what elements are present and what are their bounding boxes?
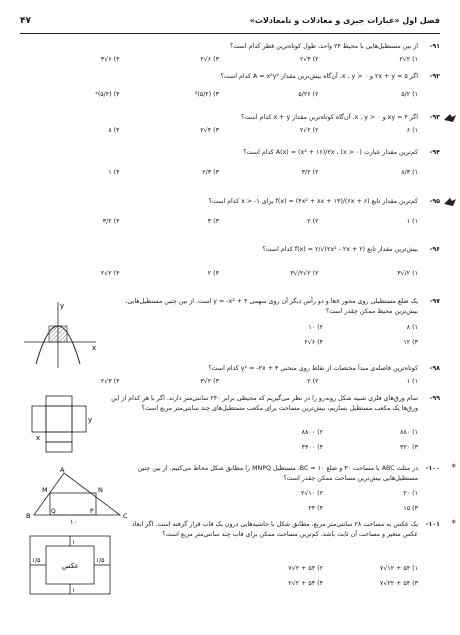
option-4[interactable]: ۴) ۲√۲	[100, 270, 120, 277]
x-axis-label: x	[92, 344, 97, 352]
triangle-figure	[20, 465, 136, 525]
question-text: اگر ۵ = ۲x + y و x , y > ۰، آن‌گاه بیش‌ترین مقدار A = x²y² کدام است؟	[220, 73, 418, 80]
options	[20, 90, 418, 100]
option-4[interactable]: ۴) ۳/۲	[102, 218, 120, 225]
vertex-a: A	[60, 466, 65, 474]
question-number: ۹۶-	[429, 246, 440, 253]
header-divider	[20, 33, 440, 34]
options	[228, 428, 418, 458]
base-length: ۱۰	[70, 518, 77, 525]
dimension-x-label: x	[36, 434, 41, 442]
question-text: اگر ۴ = xy و x , y > ۰، آن‌گاه کوتاه‌ترین مقدار x + y کدام است؟	[240, 114, 418, 121]
option-4[interactable]: ۴) ۶√۲	[304, 338, 323, 346]
option-1[interactable]: ۱) ۸/۳	[401, 169, 418, 176]
option-1[interactable]: ۱) ۲/√۳	[397, 270, 418, 277]
question-98	[20, 364, 440, 388]
option-1[interactable]: ۱) ۶	[406, 127, 418, 134]
question-number: ۹۲-	[429, 73, 440, 80]
question-number: ۹۷-	[429, 298, 440, 305]
option-3[interactable]: ۳) ۴√۲	[200, 127, 219, 134]
options	[228, 564, 418, 594]
question-91	[20, 42, 440, 68]
option-2[interactable]: ۲) ۳/۲	[301, 169, 319, 176]
options	[20, 168, 418, 178]
question-text: کم‌ترین مقدار عبارت A(x) = (x² + ۱۶)/۲x ، (x > ۰) کدام است؟	[243, 149, 418, 156]
photo-frame-figure	[28, 534, 112, 596]
option-4[interactable]: ۴) ۱	[108, 169, 120, 176]
options	[228, 323, 418, 353]
important-mark-icon	[443, 197, 457, 211]
question-number: ۹۵-	[429, 198, 440, 205]
options	[20, 55, 418, 65]
option-4[interactable]: ۴) ۳√۲	[100, 378, 120, 385]
option-2[interactable]: ۲) ۲	[307, 218, 319, 225]
dimension-y-label: y	[88, 416, 93, 424]
option-3[interactable]: ۳) ۳	[207, 218, 219, 225]
option-4[interactable]: ۴) (۵/۴)⁴	[95, 91, 120, 98]
option-1[interactable]: ۱) ۸۸۰	[399, 429, 418, 436]
question-93	[20, 113, 440, 139]
question-number: ۹۱-	[429, 43, 440, 50]
question-text: کوتاه‌ترین فاصله‌ی مبدأ مختصات از نقاط روی منحنی y² = -۲x + ۴ کدام است؟	[208, 365, 418, 372]
question-text: تمام ورق‌های فلزی شبیه شکل روبه‌رو را در نظر می‌گیریم که محیطی برابر ۲۴۰ سانتی‌متر دارند. اگر با هر کدام از این ورق‌ها یک مکعب مستطیل بسازیم، بیش‌ترین مساحت برای مکعب مستطیل‌های چند سانتی‌متر مربع است؟	[111, 395, 418, 412]
question-96	[20, 245, 440, 289]
star-icon: *	[451, 519, 456, 529]
option-3[interactable]: ۳) ۲√۳	[200, 378, 219, 385]
question-97	[100, 297, 440, 357]
option-1[interactable]: ۱) ۲۰	[403, 490, 418, 497]
option-3[interactable]: ۳) ۱۲	[403, 338, 418, 346]
options	[20, 217, 418, 227]
option-2[interactable]: ۲) ۱۰	[308, 324, 323, 331]
option-1[interactable]: ۱) ۸	[406, 324, 418, 331]
question-number: ۱۰۰-	[425, 465, 440, 472]
question-text: از بین مستطیل‌هایی با محیط ۲۴ واحد، طول کوتاه‌ترین قطر کدام است؟	[230, 43, 418, 50]
vertex-c: C	[123, 512, 128, 520]
question-text: کم‌ترین مقدار تابع f(x) = (۴x² + ۸x + ۱۳)/(۶x + ۶) برای x > -۱ کدام است؟	[208, 198, 418, 205]
option-3[interactable]: ۳) ۲/۳	[202, 169, 219, 176]
left-margin: ۱/۵	[32, 557, 41, 564]
question-text: یک عکس به مساحت ۲۸ سانتی‌متر مربع، مطابق شکل با حاشیه‌هایی درون یک قاب قرار گرفته است. اگر ابعاد عکس متغیر و مساحت آن ثابت باشد، کم‌ترین مساحت ممکن برای قاب چند سانتی‌متر مربع است؟	[131, 521, 418, 538]
box-net-figure	[26, 394, 96, 458]
options	[20, 269, 418, 279]
option-2[interactable]: ۲) ۵/۲۶	[298, 91, 319, 98]
important-mark-icon	[443, 113, 457, 127]
vertex-p: P	[90, 508, 94, 515]
option-4[interactable]: ۴) ۸	[108, 127, 120, 134]
right-margin: ۱/۵	[96, 557, 105, 564]
star-icon: *	[451, 463, 456, 473]
option-2[interactable]: ۲) ۳√۲	[299, 56, 319, 63]
option-4[interactable]: ۴) ۲۴	[308, 504, 323, 512]
vertex-b: B	[26, 512, 31, 520]
options	[228, 489, 418, 519]
question-text: یک ضلع مستطیلی روی محور xها و دو رأس دیگر آن روی سهمی y = -x² + ۴ است. از بین چنین مستطیل‌هایی، بیش‌ترین محیط ممکن چقدر است؟	[125, 298, 418, 315]
vertex-n: N	[98, 486, 103, 494]
page-header	[20, 16, 440, 30]
parabola-figure	[22, 298, 100, 370]
photo-label: عکس	[62, 562, 79, 570]
question-92	[20, 72, 440, 106]
question-number: ۹۳-	[429, 114, 440, 121]
option-3[interactable]: ۳) ۳۲۰	[399, 443, 418, 451]
option-3[interactable]: ۳) ۱۵	[403, 504, 418, 512]
option-2[interactable]: ۲) ۲√۲/√۳	[290, 270, 319, 277]
vertex-q: Q	[51, 508, 56, 515]
bottom-margin: ۱	[72, 587, 76, 594]
option-2[interactable]: ۲) ۲	[307, 378, 319, 385]
y-axis-label: y	[60, 302, 65, 310]
option-4[interactable]: ۴) ۶√۳	[100, 56, 120, 63]
option-3[interactable]: ۳) ۲	[207, 270, 219, 277]
option-3[interactable]: ۳) ۵۴ + ۲۲√۷	[379, 579, 418, 587]
vertex-m: M	[42, 486, 48, 494]
option-1[interactable]: ۱) ۱	[406, 378, 418, 385]
top-margin: ۱	[72, 539, 76, 546]
question-number: ۱۰۱-	[425, 521, 440, 528]
option-3[interactable]: ۳) (۵/۲)²	[194, 91, 219, 98]
question-number: ۹۸-	[429, 365, 440, 372]
option-2[interactable]: ۲) ۵۴ + ۲√۷	[288, 565, 323, 572]
option-3[interactable]: ۳) ۶√۲	[200, 56, 219, 63]
option-4[interactable]: ۴) ۵۴ + ۲√۲	[288, 579, 323, 587]
chapter-title: فصل اول «عبارات جبری و معادلات و نامعادلات»	[249, 16, 440, 25]
option-2[interactable]: ۲) ۲√۲	[299, 127, 319, 134]
option-1[interactable]: ۱) ۱	[406, 218, 418, 225]
option-4[interactable]: ۴) ۴۴۰۰	[301, 443, 323, 451]
option-1[interactable]: ۱) ۵/۲	[401, 91, 418, 98]
option-1[interactable]: ۱) ۲√۲	[399, 56, 418, 63]
options	[20, 377, 418, 387]
question-text: در مثلث ABC با مساحت ۳۰ و ضلع BC = ۱۰، مستطیل MNPQ را مطابق شکل محاط می‌کنیم. از بین چنین مستطیل‌هایی بیش‌ترین مساحت ممکن چقدر است؟	[137, 465, 418, 482]
option-1[interactable]: ۱) ۵۴ + ۱۲√۷	[379, 565, 418, 572]
option-2[interactable]: ۲) ۱۰√۲	[300, 490, 323, 497]
option-2[interactable]: ۲) ۸۸۰۰	[301, 429, 323, 436]
page-number: ۴۷	[20, 16, 31, 26]
question-100	[120, 463, 456, 514]
question-99	[100, 394, 440, 452]
question-94	[20, 148, 440, 188]
question-101	[120, 519, 456, 620]
question-text: بیش‌ترین مقدار تابع f(x) = ۲/√(۲x² - ۲x + ۲) کدام است؟	[262, 246, 418, 253]
options	[20, 126, 418, 136]
question-number: ۹۴-	[429, 149, 440, 156]
question-number: ۹۹-	[429, 395, 440, 402]
question-95	[20, 197, 440, 235]
